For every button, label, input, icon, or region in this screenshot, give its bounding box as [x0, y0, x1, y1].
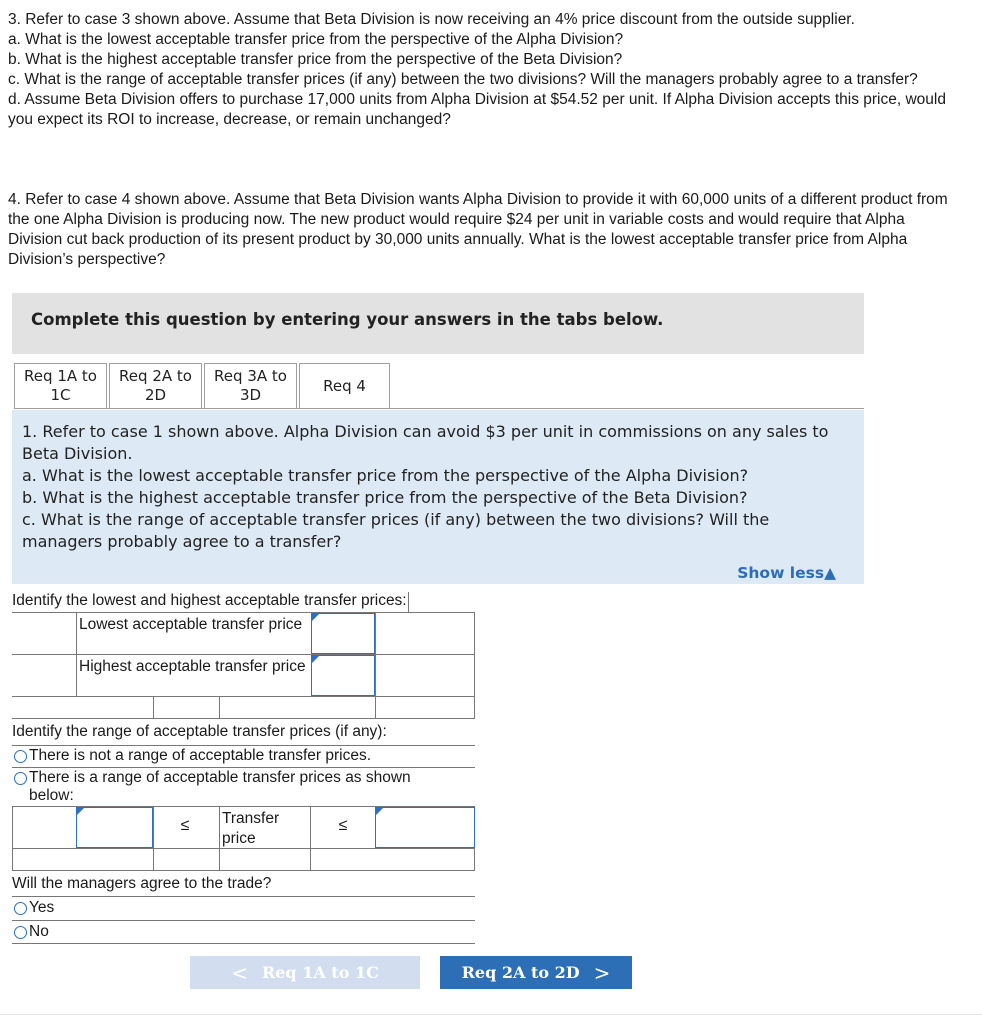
grid-line — [12, 696, 475, 697]
show-less-label: Show less — [737, 564, 825, 582]
range-option-none-label: There is not a range of acceptable transfer prices. — [29, 747, 372, 764]
next-requirement-button[interactable] — [440, 956, 632, 989]
agree-no-label: No — [29, 923, 49, 940]
radio-circle-icon — [14, 750, 27, 763]
q3-line-c: c. What is the range of acceptable transfer prices (if any) between the two divisions? Will the managers probably agree to a transfer? — [8, 71, 918, 88]
range-option-exists-label: There is a range of acceptable transfer prices as shown below: — [29, 769, 411, 804]
tab-req-2a-2d[interactable] — [109, 363, 202, 409]
grid-line — [219, 806, 220, 870]
radio-circle-icon — [14, 902, 27, 915]
grid-line — [12, 745, 475, 746]
highest-price-label: Highest acceptable transfer price — [79, 658, 306, 675]
tab-label-line1: Req 2A to — [119, 367, 192, 385]
leq-symbol: ≤ — [338, 817, 348, 834]
req-line-b: b. What is the highest acceptable transfer price from the perspective of the Beta Division? — [22, 488, 748, 507]
range-high-input[interactable] — [375, 807, 475, 848]
grid-line — [12, 920, 475, 921]
prev-button-label: Req 1A to 1C — [261, 963, 379, 982]
radio-circle-icon — [14, 772, 27, 785]
identify-prices-label: Identify the lowest and highest acceptable transfer prices: — [12, 592, 409, 612]
question-4-text — [8, 190, 958, 270]
bottom-divider — [0, 1014, 982, 1015]
grid-line — [310, 806, 311, 870]
lowest-price-input[interactable] — [311, 613, 375, 654]
grid-line — [153, 806, 154, 870]
grid-line — [12, 767, 475, 768]
tab-label-line2: 1C — [50, 386, 71, 404]
grid-line — [12, 806, 13, 870]
grid-line — [153, 696, 154, 718]
tab-req-1a-1c[interactable] — [14, 363, 107, 409]
instruction-banner: Complete this question by entering your answers in the tabs below. — [12, 293, 864, 354]
grid-line — [12, 654, 475, 655]
agree-option-no[interactable] — [12, 923, 49, 941]
requirement-panel — [12, 410, 864, 584]
grid-line — [76, 612, 77, 696]
q4-line: 4. Refer to case 4 shown above. Assume that Beta Division wants Alpha Division to provide it with 60,000 units of a different product from the one Alpha Division is producing now. The new product would require $24 per unit in variable costs and would require that Alpha Division cut back production of its present product by 30,000 units annually. What is the lowest acceptable transfer price from Alpha Division’s perspective? — [8, 191, 948, 268]
chevron-left-icon: < — [231, 960, 248, 985]
range-option-none[interactable] — [12, 747, 371, 765]
req-line-c: c. What is the range of acceptable transfer prices (if any) between the two divisions? Will the managers probably agree to a transfer? — [22, 510, 770, 551]
q3-line-b: b. What is the highest acceptable transfer price from the perspective of the Beta Division? — [8, 51, 623, 68]
transfer-price-label: Transfer price — [222, 810, 280, 847]
agree-label: Will the managers agree to the trade? — [12, 875, 272, 892]
question-3-text — [8, 10, 958, 130]
q3-line: 3. Refer to case 3 shown above. Assume that Beta Division is now receiving an 4% price discount from the outside supplier. — [8, 11, 855, 28]
grid-line — [12, 612, 475, 613]
lowest-price-label: Lowest acceptable transfer price — [79, 616, 303, 633]
highest-price-input[interactable] — [311, 655, 375, 696]
tab-req-3a-3d[interactable] — [204, 363, 297, 409]
range-label: Identify the range of acceptable transfer prices (if any): — [12, 723, 387, 740]
tab-label-line1: Req 3A to — [214, 367, 287, 385]
grid-line — [219, 696, 220, 718]
req-line-a: a. What is the lowest acceptable transfer price from the perspective of the Alpha Division? — [22, 466, 749, 485]
tab-label-line1: Req 1A to — [24, 367, 97, 385]
next-button-label: Req 2A to 2D — [461, 963, 580, 982]
tab-req-4[interactable] — [299, 363, 390, 409]
triangle-up-icon: ▲ — [824, 564, 836, 582]
prev-requirement-button[interactable] — [190, 956, 420, 989]
grid-line — [474, 612, 475, 718]
agree-option-yes[interactable] — [12, 899, 54, 917]
chevron-right-icon: > — [593, 960, 611, 985]
tab-label-line2: 3D — [239, 386, 262, 404]
grid-line — [12, 896, 475, 897]
grid-line — [375, 612, 376, 718]
range-low-input[interactable] — [76, 807, 153, 848]
req-line: 1. Refer to case 1 shown above. Alpha Division can avoid $3 per unit in commissions on any sales to Beta Division. — [22, 422, 829, 463]
leq-symbol: ≤ — [180, 817, 190, 834]
tab-label-line2: 2D — [144, 386, 167, 404]
tab-label-line1: Req 4 — [323, 376, 366, 395]
range-option-exists[interactable] — [12, 769, 442, 805]
show-less-link[interactable] — [737, 562, 836, 584]
agree-yes-label: Yes — [29, 899, 55, 916]
grid-line — [12, 870, 475, 871]
tab-divider — [14, 408, 864, 409]
grid-line — [12, 718, 475, 719]
q3-line-d: d. Assume Beta Division offers to purchase 17,000 units from Alpha Division at $54.52 per unit. If Alpha Division accepts this price, would you expect its ROI to increase, decrease, or remain unchanged? — [8, 91, 946, 128]
radio-circle-icon — [14, 926, 27, 939]
q3-line-a: a. What is the lowest acceptable transfer price from the perspective of the Alpha Division? — [8, 31, 624, 48]
grid-line — [12, 943, 475, 944]
